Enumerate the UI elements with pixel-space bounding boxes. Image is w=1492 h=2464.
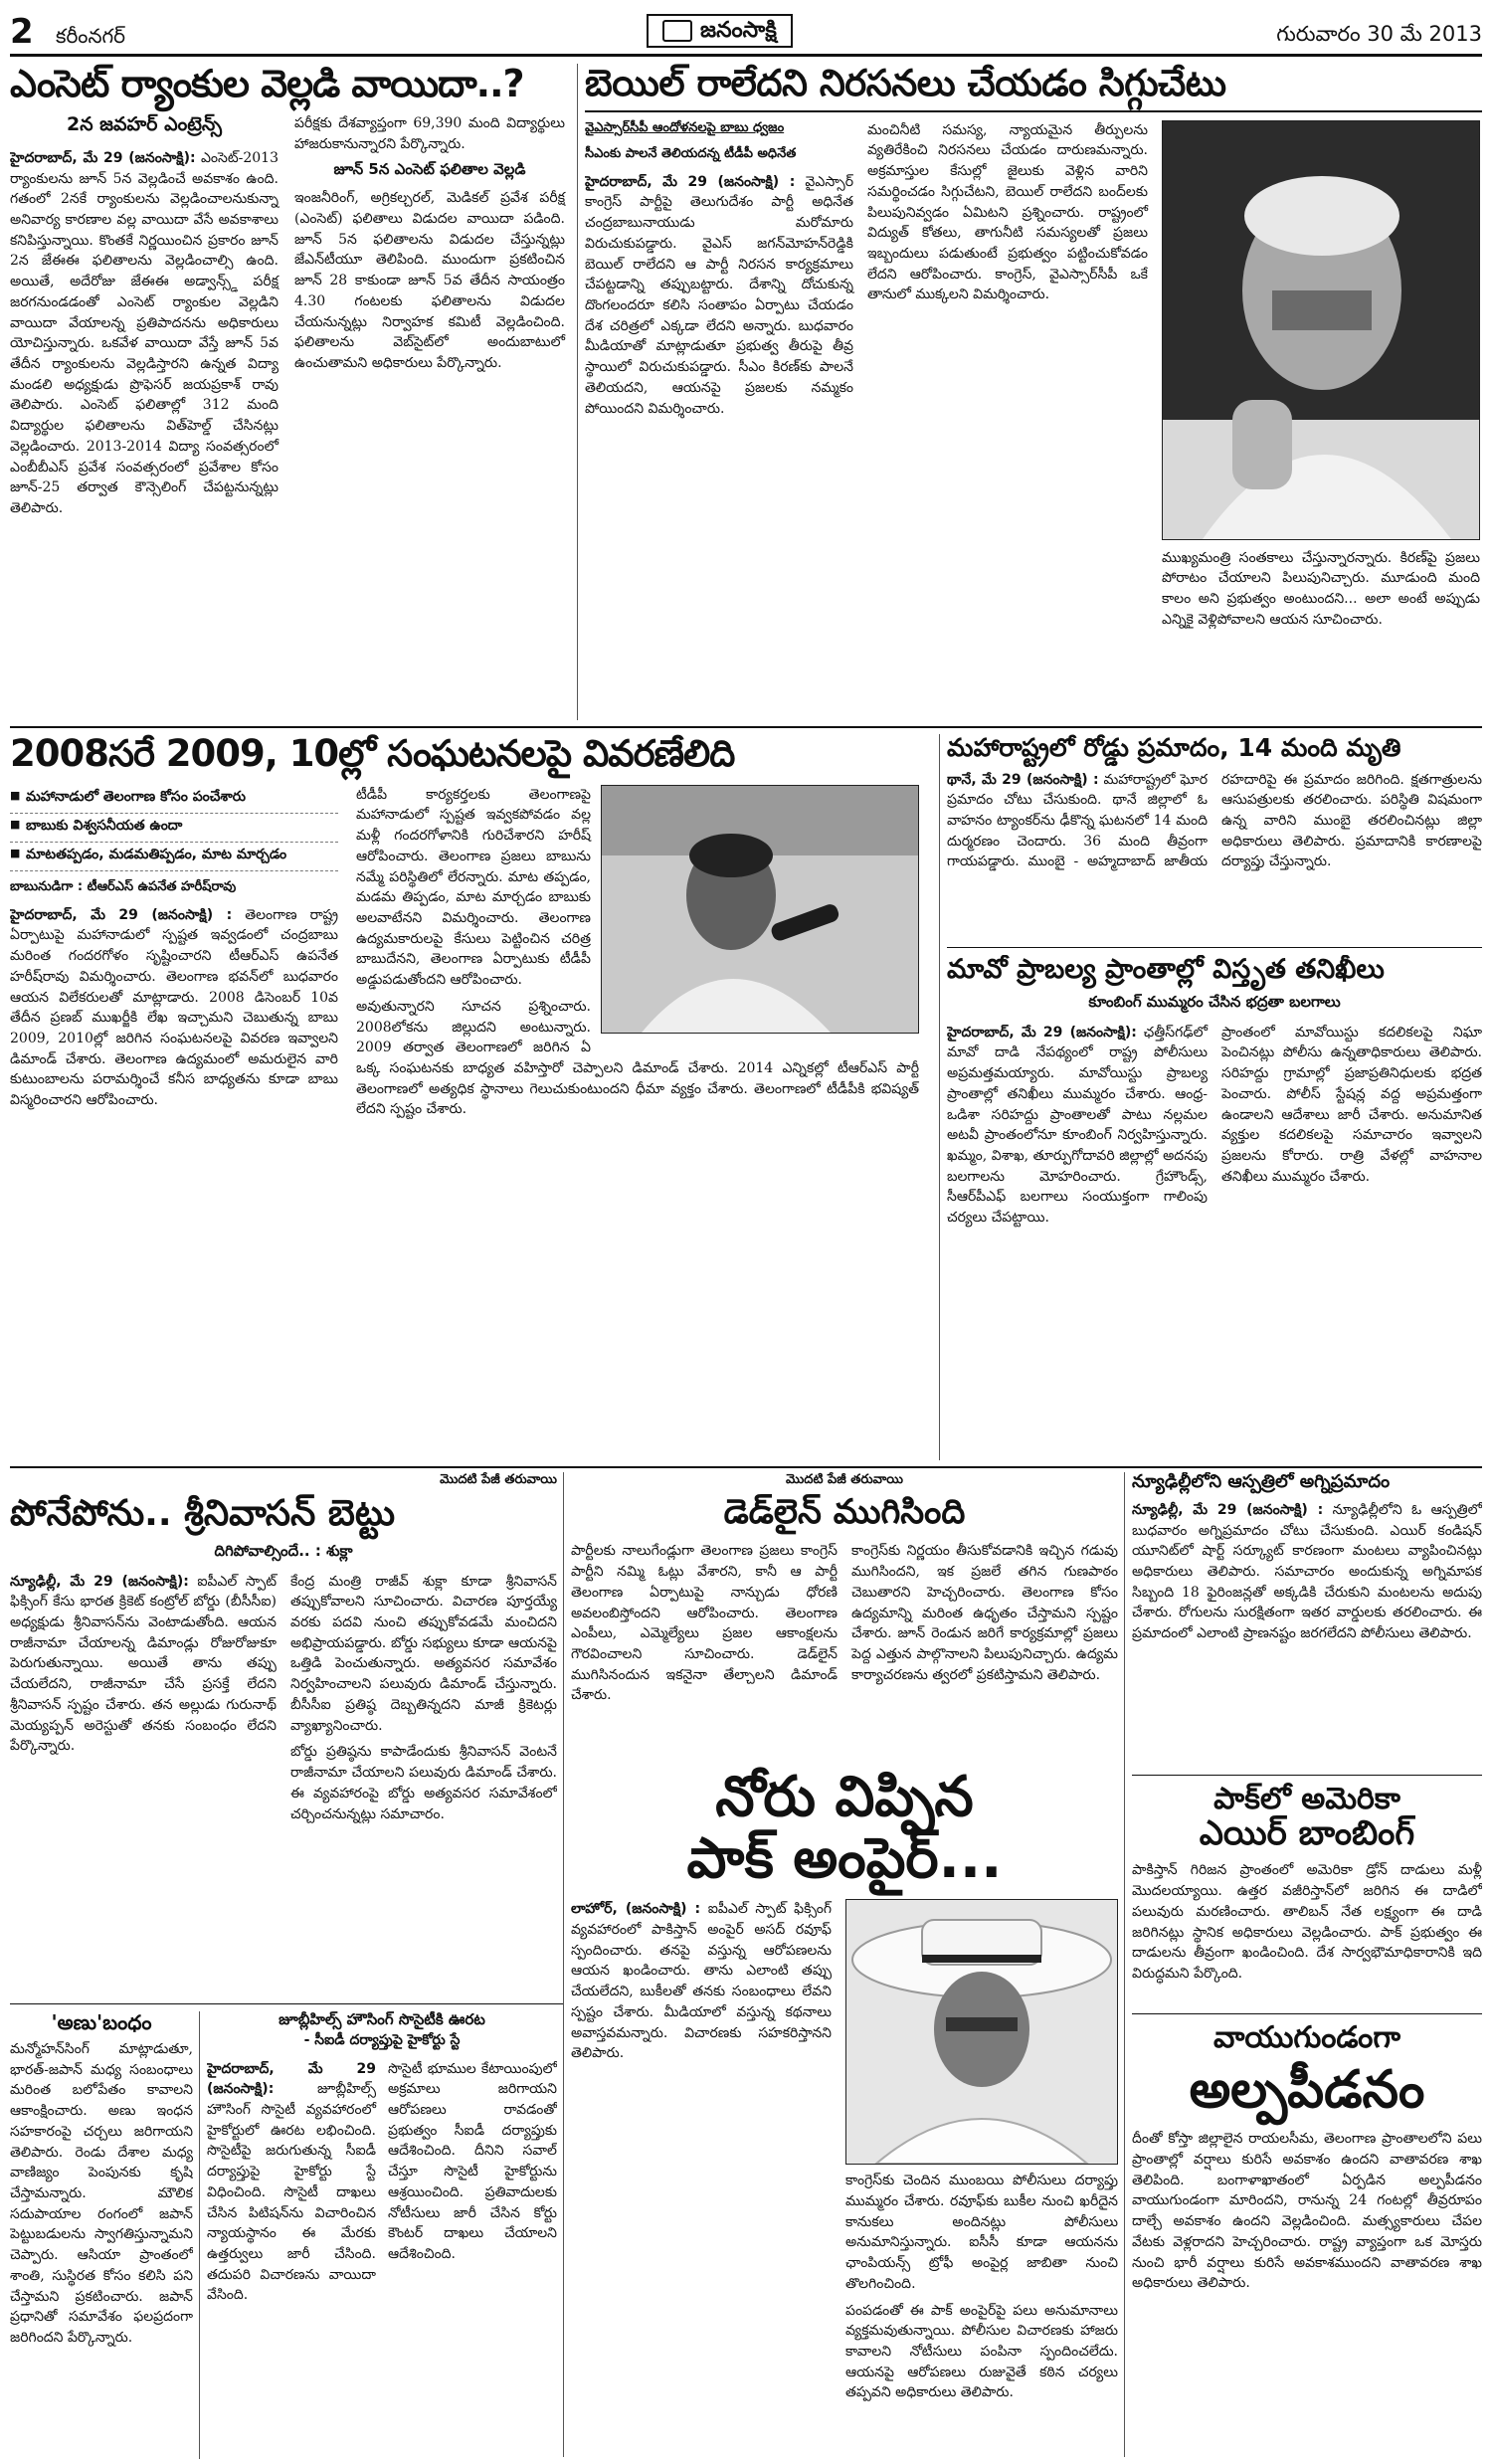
article-body: పరీక్షకు దేశవ్యాప్తంగా 69,390 మంది విద్యార్థులు హాజరుకానున్నారని పేర్కొన్నారు. [294, 114, 565, 152]
article-deadline [571, 1472, 1118, 1761]
article-body: పాకిస్తాన్ గిరిజన ప్రాంతంలో అమెరికా డ్రోన్ దాడులు మళ్లీ మొదలయ్యాయి. ఉత్తర వజీరిస్తాన్‌లో జరిగిన ఈ దాడిలో పలువురు మరణించారు. తాలిబన్ నేత లక్ష్యంగా ఈ దాడి జరిగినట్లు స్థానిక అధికారులు వెల్లడించారు. పాక్ ప్రభుత్వం ఈ దాడులను తీవ్రంగా ఖండించింది. దేశ సార్వభౌమాధికారానికి ఇది విరుద్ధమని పేర్కొంది. [1132, 1862, 1482, 1982]
dateline: హైదరాబాద్, మే 29 (జనంసాక్షి): [10, 149, 196, 166]
subheading: సీఎంకు పాలనే తెలియదన్న టీడీపీ అధినేత [585, 145, 797, 161]
article-road-accident [947, 734, 1482, 943]
dateline: హైదరాబాద్, మే 29 (జనంసాక్షి) : [10, 906, 233, 923]
article-body: న్యూఢిల్లీలోని ఓ ఆస్పత్రిలో బుధవారం అగ్నిప్రమాదం చోటు చేసుకుంది. ఎయిర్ కండిషన్ యూనిట్‌లో షార్ట్ సర్క్యూట్ కారణంగా మంటలు వ్యాపించినట్లు అధికారులు తెలిపారు. సమాచారం అందుకున్న అగ్నిమాపక సిబ్బంది 18 ఫైరింజన్లతో అక్కడికి చేరుకుని మంటలను అదుపు చేశారు. రోగులను సురక్షితంగా ఇతర వార్డులకు తరలించారు. ఈ ప్రమాదంలో ఎలాంటి ప్రాణనష్టం జరగలేదని పోలీసులు తెలిపారు. [1132, 1501, 1482, 1642]
page-number: 2 [10, 12, 34, 52]
kicker: మొదటి పేజీ తరువాయి [440, 1472, 557, 1487]
subheading: జూన్ 5న ఎంసెట్ ఫలితాల వెల్లడి [333, 160, 526, 179]
article-body: ఐపీఎల్ స్పాట్ ఫిక్సింగ్ వ్యవహారంలో పాకిస్తాన్ అంపైర్ అసద్ రవూఫ్ స్పందించారు. తనపై వస్తున్న ఆరోపణలను ఆయన ఖండించారు. తాను ఎలాంటి తప్పు చేయలేదని, బుకీలతో తనకు సంబంధాలు లేవని స్పష్టం చేశారు. మీడియాలో వస్తున్న కథనాలు అవాస్తవమన్నారు. విచారణకు సహకరిస్తానని తెలిపారు. [571, 1901, 832, 2062]
dateline: హైదరాబాద్, మే 29 (జనంసాక్షి): [947, 1024, 1137, 1041]
highlight-list [10, 785, 338, 871]
photo-harish-rao [601, 785, 919, 1034]
article-body: మన్మోహన్‌సింగ్ మాట్లాడుతూ, భారత్-జపాన్ మధ్య సంబంధాలు మరింత బలోపేతం కావాలని ఆకాంక్షించారు. అణు ఇంధన సహకారంపై చర్చలు జరిగాయని తెలిపారు. రెండు దేశాల మధ్య వాణిజ్యం పెంపునకు కృషి చేస్తామన్నారు. మౌలిక సదుపాయాల రంగంలో జపాన్ పెట్టుబడులను స్వాగతిస్తున్నామని చెప్పారు. ఆసియా ప్రాంతంలో శాంతి, సుస్థిరత కోసం కలిసి పని చేస్తామని ప్రకటించారు. జపాన్ ప్రధానితో సమావేశం ఫలప్రదంగా జరిగిందని పేర్కొన్నారు. [10, 2041, 193, 2347]
masthead [10, 10, 1482, 57]
headline: బెయిల్ రాలేదని నిరసనలు చేయడం సిగ్గుచేటు [585, 64, 1482, 112]
headline-line1: వాయుగుండంగా [1212, 2021, 1401, 2055]
photo-chandrababu-naidu [1162, 120, 1480, 540]
article-jubilee-hills [207, 2011, 557, 2459]
headline: జూబ్లీహిల్స్ హౌసింగ్ సొసైటీకి ఊరట [279, 2011, 485, 2028]
headline-line2: అల్పపీడనం [1189, 2060, 1425, 2120]
dateline: న్యూఢిల్లీ, మే 29 (జనంసాక్షి): [10, 1573, 189, 1590]
article-body: కాంగ్రెస్‌కు చెందిన ముంబయి పోలీసులు దర్యాప్తు ముమ్మరం చేశారు. రవూఫ్‌కు బుకీల నుంచి ఖరీదైన కానుకలు అందినట్లు పోలీసులు అనుమానిస్తున్నారు. ఐసీసీ కూడా ఆయనను ఛాంపియన్స్ ట్రోఫీ అంపైర్ల జాబితా నుంచి తొలగించింది. [845, 2173, 1118, 2292]
article-pak-umpire [571, 1767, 1118, 2459]
article-hospital-fire [1132, 1472, 1482, 1771]
article-body: ఎంసెట్-2013 ర్యాంకులను జూన్ 5న వెల్లడించే అవకాశం ఉంది. గతంలో 2నకే ర్యాంకులను వెల్లడించాలనుకున్నా అనివార్య కారణాల వల్ల వాయిదా వేసే అవకాశాలు కనిపిస్తున్నాయి. కొంతకే నిర్ణయించిన ప్రకారం జూన్ 2న జేఈఈ ఫలితాలను వెల్లడించాల్సి ఉంది. అయితే, అదేరోజు జేఈఈ అడ్వాన్స్డ్ పరీక్ష జరగనుండడంతో ఎంసెట్ ర్యాంకుల వెల్లడిని వాయిదా వేయాలన్న ప్రతిపాదనను అధికారులు యోచిస్తున్నారు. ఒకవేళ వాయిదా వేస్తే జూన్ 5వ తేదీన ర్యాంకులను వెల్లడిస్తారని ఉన్నత విద్యా మండలి అధ్యక్షుడు ప్రొఫెసర్ జయప్రకాశ్ రావు తెలిపారు. ఎంసెట్ ఫలితాల్లో 312 మంది విద్యార్థుల ఫలితాలను విత్‌హెల్డ్ చేసినట్లు వెల్లడించారు. 2013-2014 విద్యా సంవత్సరంలో ఎంబీబీఎస్ ప్రవేశ సంవత్సరంలో ప్రవేశాల కోసం జూన్-25 తర్వాత కౌన్సెలింగ్ చేపట్టనున్నట్లు తెలిపారు. [10, 149, 280, 517]
article-maoist-search [947, 955, 1482, 1460]
edition-name: కరీంనగర్ [56, 24, 125, 48]
headline: డెడ్‌లైన్ ముగిసింది [723, 1492, 966, 1532]
article-body: సొసైటీ భూముల కేటాయింపులో అక్రమాలు జరిగాయని ఆరోపణలు రావడంతో ప్రభుత్వం సీఐడీ దర్యాప్తుకు ఆదేశించింది. దీనిని సవాల్ చేస్తూ సొసైటీ హైకోర్టును ఆశ్రయించింది. ప్రతివాదులకు నోటీసులు జారీ చేసిన కోర్టు కౌంటర్ దాఖలు చేయాలని ఆదేశించింది. [388, 2060, 557, 2262]
dateline: హైదరాబాద్, మే 29 (జనంసాక్షి): [207, 2060, 376, 2098]
newspaper-brand [647, 14, 793, 48]
article-depression [1132, 2021, 1482, 2459]
article-body: బోర్డు ప్రతిష్ఠను కాపాడేందుకు శ్రీనివాసన్ వెంటనే రాజీనామా చేయాలని పలువురు డిమాండ్ చేశారు. ఈ వ్యవహారంపై బోర్డు అత్యవసర సమావేశంలో చర్చించనున్నట్లు సమాచారం. [290, 1744, 557, 1822]
photo-asad-rauf [845, 1899, 1118, 2165]
subheading: దిగిపోవాల్సిందే.. : శుక్లా [214, 1541, 353, 1560]
article-body: అవుతున్నారని సూచన ప్రశ్నించారు. 2008లోకను జిల్లుదని అంటున్నారు. 2009 తర్వాత తెలంగాణలో జరిగిన ఏ ఒక్క సంఘటనకు బాధ్యత వహిస్తారో చెప్పాలని డిమాండ్ చేశారు. 2014 ఎన్నికల్లో టీఆర్‌ఎస్ పార్టీ తెలంగాణలో అత్యధిక స్థానాలు గెలుచుకుంటుందని ధీమా వ్యక్తం చేశారు. తెలంగాణలో టీడీపీకి భవిష్యత్ లేదని స్పష్టం చేశారు. [356, 998, 919, 1118]
article-body: దీంతో కోస్తా జిల్లాలైన రాయలసీమ, తెలంగాణ ప్రాంతాలలోని పలు ప్రాంతాల్లో వర్షాలు కురిసే అవకాశం ఉందని వాతావరణ శాఖ తెలిపింది. బంగాళాఖాతంలో ఏర్పడిన అల్పపీడనం వాయుగుండంగా మారిందని, రానున్న 24 గంటల్లో తీవ్రరూపం దాల్చే అవకాశం ఉందని వెల్లడించింది. మత్స్యకారులు చేపల వేటకు వెళ్లరాదని హెచ్చరించారు. రాష్ట్ర వ్యాప్తంగా ఒక మోస్తరు నుంచి భారీ వర్షాలు కురిసే అవకాశముందని వాతావరణ శాఖ అధికారులు తెలిపారు. [1132, 2131, 1482, 2292]
article-eamcet [10, 64, 572, 720]
article-body: తెలంగాణ రాష్ట్ర ఏర్పాటుపై మహానాడులో స్పష్టత ఇవ్వడంలో చంద్రబాబు మరింత గందరగోళం సృష్టించారని టీఆర్‌ఎస్ ఉపనేత హరీష్‌రావు విమర్శించారు. తెలంగాణ భవన్‌లో బుధవారం ఆయన విలేకరులతో మాట్లాడారు. 2008 డిసెంబర్ 10వ తేదీన ప్రణబ్ ముఖర్జీకి లేఖ ఇచ్చామని చెబుతున్న బాబు 2009, 2010ల్లో జరిగిన సంఘటనలపై వివరణ ఇవ్వాలని డిమాండ్ చేశారు. తెలంగాణ ఉద్యమంలో అమరులైన వారి కుటుంబాలను పరామర్శించే కనీస బాధ్యతను కూడా బాబు విస్మరించారని ఆరోపించారు. [10, 906, 338, 1109]
headline: పోనేపోను.. శ్రీనివాసన్ బెట్టు [10, 1493, 396, 1534]
headline: న్యూఢిల్లీలోని ఆస్పత్రిలో అగ్నిప్రమాదం [1132, 1472, 1391, 1492]
article-harish-rao [10, 734, 933, 1460]
article-body: ఐపీఎల్ స్పాట్ ఫిక్సింగ్ కేసు భారత క్రికెట్ కంట్రోల్ బోర్డు (బీసీసీఐ) అధ్యక్షుడు శ్రీనివాసన్‌ను వెంటాడుతోంది. ఆయన రాజీనామా చేయాలన్న డిమాండ్లు రోజురోజుకూ పెరుగుతున్నాయి. అయితే తాను తప్పు చేయలేదని, రాజీనామా చేసే ప్రసక్తే లేదని శ్రీనివాసన్ స్పష్టం చేశారు. తన అల్లుడు గురునాథ్ మెయ్యప్పన్ అరెస్టుతో తనకు సంబంధం లేదని పేర్కొన్నారు. [10, 1573, 278, 1755]
article-body: ప్రాంతంలో మావోయిస్టు కదలికలపై నిఘా పెంచినట్లు పోలీసు ఉన్నతాధికారులు తెలిపారు. సరిహద్దు గ్రామాల్లో ప్రజాప్రతినిధులకు భద్రత పెంచారు. పోలీస్ స్టేషన్ల వద్ద అప్రమత్తంగా ఉండాలని ఆదేశాలు జారీ చేశారు. అనుమానిత వ్యక్తుల కదలికలపై సమాచారం ఇవ్వాలని ప్రజలను కోరారు. రాత్రి వేళల్లో వాహనాల తనిఖీలు ముమ్మరం చేశారు. [1221, 1024, 1482, 1185]
subheading: కూంబింగ్ ముమ్మరం చేసిన భద్రతా బలగాలు [1088, 992, 1341, 1011]
article-body: జూబ్లీహిల్స్ హౌసింగ్ సొసైటీ వ్యవహారంలో హైకోర్టులో ఊరట లభించింది. సొసైటీపై జరుగుతున్న సీఐడీ దర్యాప్తుపై హైకోర్టు స్టే విధించింది. సొసైటీ దాఖలు చేసిన పిటిషన్‌ను విచారించిన న్యాయస్థానం ఈ మేరకు ఉత్తర్వులు జారీ చేసింది. తదుపరి విచారణను వాయిదా వేసింది. [207, 2081, 376, 2304]
article-body: టీడీపీ కార్యకర్తలకు తెలంగాణపై మహానాడులో స్పష్టత ఇవ్వకపోవడం వల్ల మళ్లీ గందరగోళానికి గురిచేశారని హరీష్ ఆరోపించారు. తెలంగాణ ప్రజలు బాబును నమ్మే పరిస్థితిలో లేరన్నారు. మాట తప్పడం, మడమ తిప్పడం, మాట మార్చడం బాబుకు అలవాటేనని విమర్శించారు. తెలంగాణ ఉద్యమకారులపై కేసులు పెట్టించిన చరిత్ర బాబుదేనని, తెలంగాణ ఏర్పాటుకు టీడీపీ అడ్డుపడుతోందని ఆరోపించారు. [356, 786, 591, 989]
headline: మహారాష్ట్రలో రోడ్డు ప్రమాదం, 14 మంది మృతి [947, 734, 1401, 762]
highlight-item: ■ బాబుకు విశ్వసనీయత ఉందా [10, 814, 338, 843]
article-body: ముఖ్యమంత్రి సంతకాలు చేస్తున్నారన్నారు. కిరణ్‌పై ప్రజలు పోరాటం చేయాలని పిలుపునిచ్చారు. మూడుంది మంది కాలం అని ప్రభుత్వం అంటుందని... అలా అంటే అప్పుడు ఎన్నికై వెళ్లిపోవాలని ఆయన సూచించారు. [1162, 549, 1480, 628]
highlight-item: ■ మాటతప్పడం, మడమతిప్పడం, మాట మార్చడం [10, 843, 338, 871]
dateline: లాహోర్, (జనంసాక్షి) : [571, 1901, 701, 1918]
article-body: వైఎస్సార్ కాంగ్రెస్ పార్టీపై తెలుగుదేశం పార్టీ అధినేత చంద్రబాబునాయుడు మరోమారు విరుచుకుపడ్డారు. వైఎస్ జగన్‌మోహన్‌రెడ్డికి బెయిల్ రాలేదని ఆ పార్టీ నిరసన కార్యక్రమాలు చేపట్టడాన్ని తప్పుబట్టారు. దేశాన్ని దోచుకున్న దొంగలందరూ కలిసి సంతాపం ఏర్పాటు చేయడం దేశ చరిత్రలో ఎక్కడా లేదని అన్నారు. బుధవారం మీడియాతో మాట్లాడుతూ ప్రభుత్వ తీరుపై తీవ్ర స్థాయిలో విరుచుకుపడ్డారు. సీఎం కిరణ్‌కు పాలనే తెలియదని, ఆయనపై ప్రజలకు నమ్మకం పోయిందని విమర్శించారు. [585, 173, 854, 417]
kicker: మొదటి పేజీ తరువాయి [786, 1472, 903, 1487]
headline-line1: నోరు విప్పిన [715, 1767, 974, 1829]
kicker: 2న జవహర్ ఎంట్రెన్స్ [66, 112, 222, 135]
article-body: కాంగ్రెస్‌కు నిర్ణయం తీసుకోవడానికి ఇచ్చిన గడువు ముగిసిందని, ఇక ప్రజలే తగిన గుణపాఠం చెబుతారని హెచ్చరించారు. తెలంగాణ కోసం ఉద్యమాన్ని మరింత ఉధృతం చేస్తామని స్పష్టం చేశారు. జూన్ రెండున జరిగే కార్యక్రమాల్లో ప్రజలు పెద్ద ఎత్తున పాల్గొనాలని పిలుపునిచ్చారు. ఉద్యమ కార్యాచరణను త్వరలో ప్రకటిస్తామని తెలిపారు. [851, 1543, 1118, 1683]
byline: బాబునుడిగా : టీఆర్‌ఎస్ ఉపనేత హరీష్‌రావు [10, 878, 237, 894]
brand-name: జనంసాక్షి [700, 18, 777, 43]
highlight-item: ■ మహానాడులో తెలంగాణ కోసం పంచేశారు [10, 785, 338, 814]
dateline: న్యూఢిల్లీ, మే 29 (జనంసాక్షి) : [1132, 1501, 1324, 1518]
article-bail [585, 64, 1482, 720]
article-body: ఇంజనీరింగ్, అగ్రికల్చరల్, మెడికల్ ప్రవేశ పరీక్ష (ఎంసెట్) ఫలితాలు విడుదల వాయిదా పడింది. జూన్ 5న ఫలితాలను విడుదల చేస్తున్నట్లు జేఎన్‌టీయూ తెలిపింది. ముందుగా ప్రకటించిన జూన్ 28 కాకుండా జూన్ 5వ తేదీన సాయంత్రం 4.30 గంటలకు ఫలితాలను విడుదల చేయనున్నట్లు నిర్వాహక కమిటీ వెల్లడించింది. ఫలితాలను వెబ్‌సైట్‌లో అందుబాటులో ఉంచుతామని అధికారులు పేర్కొన్నారు. [294, 190, 565, 371]
headline: 'అణు'బంధం [51, 2011, 152, 2034]
headline-line1: పాక్‌లో అమెరికా [1213, 1783, 1400, 1816]
headline: మావో ప్రాబల్య ప్రాంతాల్లో విస్తృత తనిఖీలు [947, 955, 1385, 985]
headline: 2008సరే 2009, 10ల్లో సంఘటనలపై వివరణేలిది [10, 734, 735, 775]
subheading: - సీఐడీ దర్యాప్తుపై హైకోర్టు స్టే [303, 2031, 461, 2048]
dateline: థానే, మే 29 (జనంసాక్షి) : [947, 771, 1099, 788]
article-anubandham [10, 2011, 193, 2459]
headline: ఎంసెట్ ర్యాంకుల వెల్లడి వాయిదా..? [10, 64, 524, 105]
article-body: కేంద్ర మంత్రి రాజీవ్ శుక్లా కూడా శ్రీనివాసన్ తప్పుకోవాలని సూచించారు. విచారణ పూర్తయ్యే వరకు పదవి నుంచి తప్పుకోవడమే మంచిదని అభిప్రాయపడ్డారు. బోర్డు సభ్యులు కూడా ఆయనపై ఒత్తిడి పెంచుతున్నారు. అత్యవసర సమావేశం నిర్వహించాలని పలువురు డిమాండ్ చేస్తున్నారు. బీసీసీఐ ప్రతిష్ఠ దెబ్బతిన్నదని మాజీ క్రికెటర్లు వ్యాఖ్యానించారు. [290, 1573, 557, 1734]
dateline: హైదరాబాద్, మే 29 (జనంసాక్షి) : [585, 173, 796, 190]
article-body: మంచినీటి సమస్య, న్యాయమైన తీర్పులను వ్యతిరేకించి నిరసనలు చేయడం దారుణమన్నారు. అక్రమాస్తుల కేసుల్లో జైలుకు వెళ్లిన వారిని సమర్థించడం సిగ్గుచేటని, బెయిల్ రాలేదని బంద్‌లకు పిలుపునివ్వడం ఏమిటని ప్రశ్నించారు. రాష్ట్రంలో విద్యుత్ కోతలు, తాగునీటి సమస్యలతో ప్రజలు ఇబ్బందులు పడుతుంటే ప్రభుత్వం పట్టించుకోవడం లేదని ఆరోపించారు. కాంగ్రెస్, వైఎస్సార్‌సీపీ ఒకే తానులో ముక్కలని విమర్శించారు. [867, 121, 1148, 303]
headline-line2: పాక్ అంపైర్... [686, 1825, 1003, 1891]
headline-line2: ఎయిర్ బాంబింగ్ [1199, 1813, 1415, 1853]
article-body: మహారాష్ట్రలో ఘోర ప్రమాదం చోటు చేసుకుంది. థానే జిల్లాలో ఓ వాహనం ట్యాంకర్‌ను ఢీకొన్న ఘటనలో 14 మంది దుర్మరణం చెందారు. 36 మంది తీవ్రంగా గాయపడ్డారు. ముంబై - అహ్మదాబాద్ జాతీయ రహదారిపై ఈ ప్రమాదం జరిగింది. క్షతగాత్రులను ఆసుపత్రులకు తరలించారు. పరిస్థితి విషమంగా ఉన్న వారిని ముంబై తరలించినట్లు జిల్లా అధికారులు తెలిపారు. ప్రమాదానికి కారణాలపై దర్యాప్తు చేస్తున్నారు. [947, 771, 1482, 870]
article-srinivasan [10, 1472, 557, 1999]
article-body: పార్టీలకు నాలుగేండ్లుగా తెలంగాణ ప్రజలు కాంగ్రెస్ పార్టీని నమ్మి ఓట్లు వేశారని, కానీ ఆ పార్టీ తెలంగాణ ఏర్పాటుపై నాన్చుడు ధోరణి అవలంబిస్తోందని ఆరోపించారు. తెలంగాణ ఎంపీలు, ఎమ్మెల్యేలు ప్రజల ఆకాంక్షలను గౌరవించాలని సూచించారు. డెడ్‌లైన్ ముగిసినందున ఇకనైనా తేల్చాలని డిమాండ్ చేశారు. [571, 1543, 838, 1704]
article-air-bombing [1132, 1783, 1482, 2011]
newspaper-logo-icon [662, 20, 692, 42]
article-body: ఛత్తీస్‌గఢ్‌లో మావో దాడి నేపథ్యంలో రాష్ట్ర పోలీసులు అప్రమత్తమయ్యారు. మావోయిస్టు ప్రాబల్య ప్రాంతాల్లో తనిఖీలు ముమ్మరం చేశారు. ఆంధ్ర-ఒడిశా సరిహద్దు ప్రాంతాలతో పాటు నల్లమల అటవీ ప్రాంతంలోనూ కూంబింగ్ నిర్వహిస్తున్నారు. ఖమ్మం, విశాఖ, తూర్పుగోదావరి జిల్లాల్లో అదనపు బలగాలను మోహరించారు. గ్రేహౌండ్స్, సీఆర్‌పీఎఫ్ బలగాలు సంయుక్తంగా గాలింపు చర్యలు చేపట్టాయి. [947, 1024, 1208, 1227]
issue-date: గురువారం 30 మే 2013 [1276, 22, 1482, 46]
kicker: వైఎస్సార్‌సీపీ ఆందోళనలపై బాబు ధ్వజం [585, 119, 785, 135]
article-body: పంపడంతో ఈ పాక్ అంపైర్‌పై పలు అనుమానాలు వ్యక్తమవుతున్నాయి. పోలీసుల విచారణకు హాజరు కావాలని నోటీసులు పంపినా స్పందించలేదు. ఆయనపై ఆరోపణలు రుజువైతే కఠిన చర్యలు తప్పవని అధికారులు తెలిపారు. [845, 2302, 1118, 2401]
